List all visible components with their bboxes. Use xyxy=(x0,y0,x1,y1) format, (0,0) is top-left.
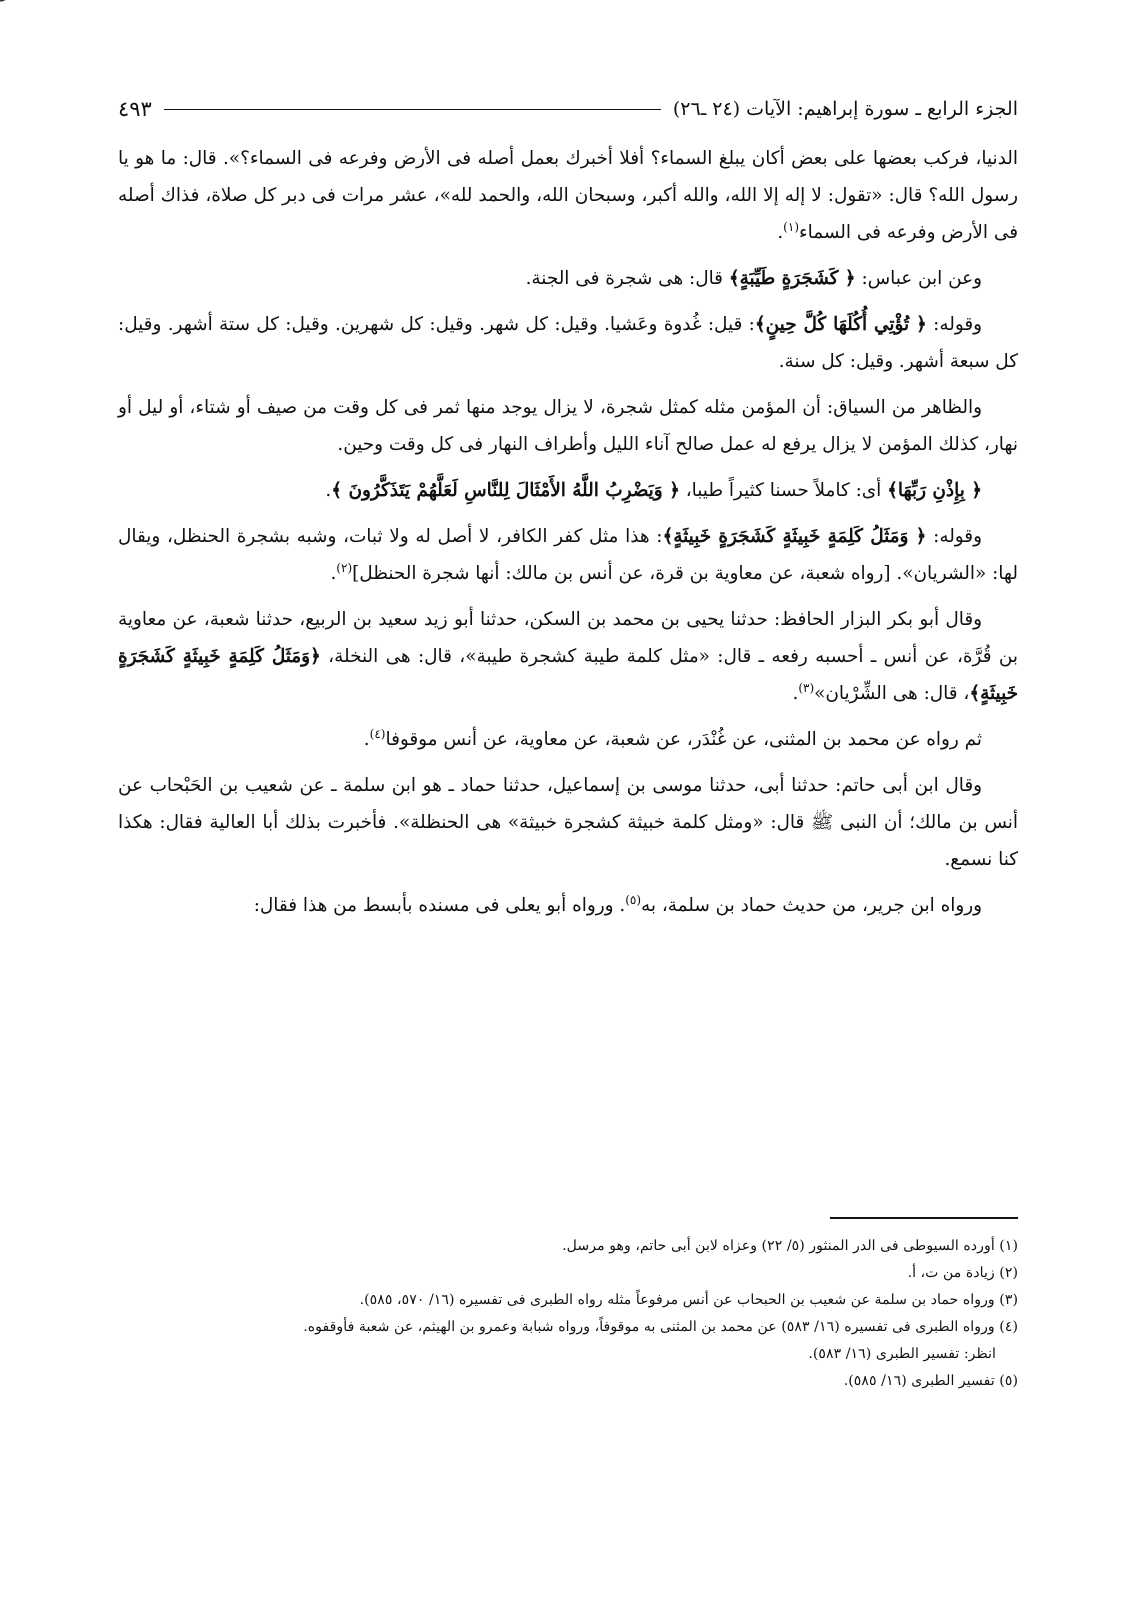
text-run: ثم رواه عن محمد بن المثنى، عن غُنْدَر، عن شعبة، عن معاوية، عن أنس موقوفا xyxy=(385,729,982,750)
paragraph xyxy=(118,887,1018,924)
text-run: الدنيا، فركب بعضها على بعض أكان يبلغ السماء؟ أفلا أخبرك بعمل أصله فى الأرض وفرعه فى السماء؟». قال: ما هو يا رسول الله؟ قال: «تقول: لا إله إلا الله، والله أكبر، وسبحان الله، والحمد لله»، عشر مرات فى دبر كل صلاة، فذاك أصله فى الأرض وفرعه فى السماء xyxy=(118,148,1018,243)
main-text xyxy=(118,140,1018,933)
footnote: (٥) تفسير الطبرى (١٦/ ٥٨٥). xyxy=(843,1373,1018,1389)
text-run: وقوله: xyxy=(926,526,982,547)
footnote: (٣) ورواه حماد بن سلمة عن شعيب بن الحبحاب عن أنس مرفوعاً مثله رواه الطبرى فى تفسيره (١٦/ ٥٧٠، ٥٨٥). xyxy=(359,1292,1018,1308)
paragraph xyxy=(118,472,1018,509)
text-run: ورواه ابن جرير، من حديث حماد بن سلمة، به xyxy=(641,895,982,916)
paragraph xyxy=(118,767,1018,878)
footnote-ref: (٢) xyxy=(336,560,353,575)
paragraph xyxy=(118,306,1018,380)
footnote: (٢) زيادة من ت، أ. xyxy=(907,1265,1018,1281)
page-corner-mark xyxy=(0,0,18,13)
paragraph xyxy=(118,518,1018,592)
text-run: وعن ابن عباس: xyxy=(855,268,982,289)
paragraph xyxy=(118,601,1018,712)
text-run: . xyxy=(325,480,332,501)
footnote-ref: (٥) xyxy=(625,892,642,907)
footnote-ref: (٤) xyxy=(369,726,386,741)
running-header xyxy=(118,94,1018,124)
paragraph xyxy=(118,140,1018,251)
footnote: انظر: تفسير الطبرى (١٦/ ٥٨٣). xyxy=(808,1346,996,1362)
text-run: وقال ابن أبى حاتم: حدثنا أبى، حدثنا موسى بن إسماعيل، حدثنا حماد ـ هو ابن سلمة ـ عن شعيب بن الحَبْحاب عن أنس بن مالك؛ أن النبى ﷺ قال: «ومثل كلمة خبيثة كشجرة خبيثة» هى الحنظلة». فأخبرت بذلك أبا العالية فقال: هكذا كنا نسمع. xyxy=(118,775,1018,870)
paragraph xyxy=(118,389,1018,463)
paragraph xyxy=(118,721,1018,758)
text-run: . xyxy=(330,563,337,584)
quran-quote: ﴿ تُؤْتِي أُكُلَهَا كُلَّ حِينٍ﴾ xyxy=(754,314,927,335)
text-run: : هذا مثل كفر الكافر، لا أصل له ولا ثبات، وشبه بشجرة الحنظل، ويقال لها: «الشريان». [رواه شعبة، عن معاوية بن قرة، عن أنس بن مالك: أنها شجرة الحنظل] xyxy=(118,526,1018,584)
text-run: أى: كاملاً حسنا كثيراً طيبا، xyxy=(679,480,888,501)
text-run: . ورواه أبو يعلى فى مسنده بأبسط من هذا فقال: xyxy=(253,895,626,916)
quran-quote: ﴿ كَشَجَرَةٍ طَيِّبَةٍ﴾ xyxy=(728,268,856,289)
text-run: . xyxy=(363,729,370,750)
text-run: وقال أبو بكر البزار الحافظ: حدثنا يحيى بن محمد بن السكن، حدثنا أبو زيد سعيد بن الربيع، حدثنا شعبة، عن معاوية بن قُرَّة، عن أنس ـ أحسبه رفعه ـ قال: «مثل كلمة طيبة كشجرة طيبة»، قال: هى النخلة، xyxy=(118,609,1018,667)
footnote-ref: (١) xyxy=(783,219,799,234)
text-run: . xyxy=(792,683,799,704)
text-run: قال: هى شجرة فى الجنة. xyxy=(525,268,729,289)
running-title: الجزء الرابع ـ سورة إبراهيم: الآيات (٢٤ ـ٢٦) xyxy=(672,98,1018,120)
footnote-separator xyxy=(830,1217,1018,1219)
footnote: (١) أورده السيوطى فى الدر المنثور (٥/ ٢٢) وعزاه لابن أبى حاتم، وهو مرسل. xyxy=(562,1238,1018,1254)
header-rule xyxy=(164,109,661,110)
quran-quote: ﴿ وَيَضْرِبُ اللَّهُ الأَمْثَالَ لِلنَّاسِ لَعَلَّهُمْ يَتَذَكَّرُونَ ﴾ xyxy=(331,480,680,501)
quran-quote: ﴿ وَمَثَلُ كَلِمَةٍ خَبِيثَةٍ كَشَجَرَةٍ خَبِيثَةٍ﴾ xyxy=(662,526,927,547)
text-run: : قيل: غُدوة وعَشيا. وقيل: كل شهر. وقيل: كل شهرين. وقيل: كل ستة أشهر. وقيل: كل سبعة أشهر. وقيل: كل سنة. xyxy=(118,314,1018,372)
text-run: . xyxy=(777,222,784,243)
footnote: (٤) ورواه الطبرى فى تفسيره (١٦/ ٥٨٣) عن محمد بن المثنى به موقوفاً، ورواه شبابة وعمرو بن الهيثم، عن شعبة فأوقفوه. xyxy=(303,1319,1018,1335)
text-run: والظاهر من السياق: أن المؤمن مثله كمثل شجرة، لا يزال يوجد منها ثمر فى كل وقت من صيف أو شتاء، أو ليل أو نهار، كذلك المؤمن لا يزال يرفع له عمل صالح آناء الليل وأطراف النهار فى كل وقت وحين. xyxy=(118,397,1018,455)
text-run: وقوله: xyxy=(926,314,982,335)
footnote-ref: (٣) xyxy=(798,680,815,695)
text-run: ، قال: هى الشِّرْيان» xyxy=(814,683,970,704)
page-number: ٤٩٣ xyxy=(118,97,152,121)
quran-quote: ﴿ بِإِذْنِ رَبِّهَا﴾ xyxy=(887,480,982,501)
paragraph xyxy=(118,260,1018,297)
quran-quote: ﴿وَمَثَلُ كَلِمَةٍ خَبِيثَةٍ كَشَجَرَةٍ خَبِيثَةٍ﴾ xyxy=(118,646,1018,704)
footnotes xyxy=(118,1233,1018,1395)
